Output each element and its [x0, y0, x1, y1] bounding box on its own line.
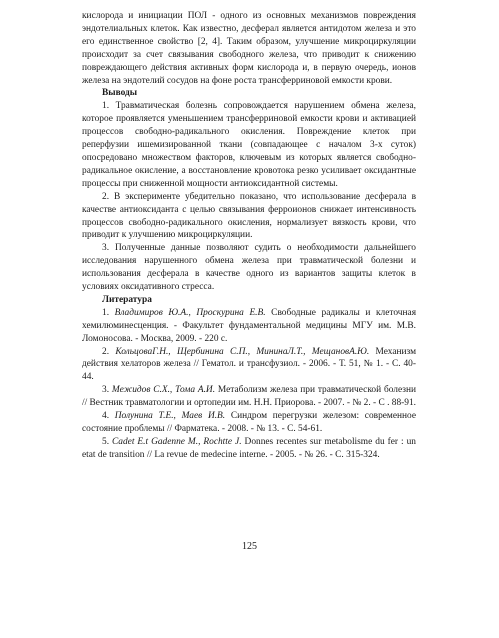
- reference-item: [82, 410, 416, 436]
- reference-item: [82, 384, 416, 410]
- reference-item: [82, 307, 416, 346]
- reference-number: 4.: [102, 411, 110, 422]
- reference-text: Свободные радикалы и клеточная хемилюминесценция. - Факультет фундаментальной медицины МГУ им. М.В. Ломоносова. - Москва, 2009. - 220 с.: [82, 307, 417, 344]
- reference-authors: Полунина Т.Е., Маев И.В.: [114, 411, 226, 422]
- reference-item: [82, 436, 416, 462]
- reference-number: 3.: [102, 385, 110, 396]
- intro-paragraph: кислорода и инициации ПОЛ - одного из основных механизмов повреждения эндотелиальных клеток. Как известно, десферал является антидотом железа и это его единственное свойство [2, 4]. Таким образом, улучшение микроциркуляции происходит за счет связывания свободного железа, что приводит к снижению повреждающего действия активных форм кислорода и, в первую очередь, ионов железа на эндотелий сосудов на фоне роста трансферриновой емкости крови.: [82, 11, 416, 86]
- conclusion-item: 2. В эксперименте убедительно показано, что использование десферала в качестве антиоксиданта с целью связывания ферроионов снижает интенсивность процессов свободно-радикального окисления, нормализует вязкость крови, что приводит к улучшению микроциркуляции.: [82, 191, 416, 241]
- reference-authors: Межидов С.Х., Тома А.И.: [111, 385, 216, 396]
- reference-text: Механизм действия хелаторов железа // Гематол. и трансфузиол. - 2006. - Т. 51, № 1. - С. 40-44.: [82, 346, 417, 383]
- reference-authors: Cadet E.t Gadenne M., Rochtte J.: [112, 436, 242, 447]
- reference-text: Синдром перегрузки железом: современное состояние проблемы // Фарматека. - 2008. - № 13. - С. 54-61.: [82, 411, 417, 434]
- reference-authors: КольцоваГ.Н., Щербинина С.П., МининаЛ.Т., МещановА.Ю.: [115, 346, 370, 357]
- reference-item: [82, 346, 416, 385]
- reference-number: 5.: [102, 436, 110, 447]
- reference-number: 1.: [102, 307, 110, 318]
- document-page: [82, 10, 416, 462]
- literature-heading: Литература: [102, 294, 152, 305]
- reference-text: Donnes recentes sur metabolisme du fer : un etat de transition // La revue de medecine interne. - 2005. - № 26. - С. 315-324.: [82, 436, 416, 460]
- conclusion-item: 1. Травматическая болезнь сопровождается нарушением обмена железа, которое проявляется уменьшением трансферриновой емкости крови и активацией процессов свободно-радикального окисления. Повреждение клеток при реперфузии ишемизированной ткани (совпадающее с началом 3-х суток) опосредовано множеством факторов, ключевым из которых является свободно-радикальное окисление, а восстановление кровотока резко усиливает оксидантные процессы при сниженной мощности антиоксидантной системы.: [82, 101, 416, 189]
- reference-text: Метаболизм железа при травматической болезни // Вестник травматологии и ортопедии им. Н.Н. Приорова. - 2007. - № 2. - С . 88-91.: [82, 385, 417, 409]
- reference-authors: Владимиров Ю.А., Проскурина Е.В.: [114, 307, 266, 318]
- reference-number: 2.: [102, 346, 110, 357]
- conclusion-item: 3. Полученные данные позволяют судить о необходимости дальнейшего исследования нарушенного обмена железа при травматической болезни и использования десферала в качестве одного из вариантов защиты клеток в условиях оксидативного стресса.: [82, 243, 416, 293]
- page-number: 125: [242, 541, 257, 552]
- conclusions-heading: Выводы: [102, 88, 138, 99]
